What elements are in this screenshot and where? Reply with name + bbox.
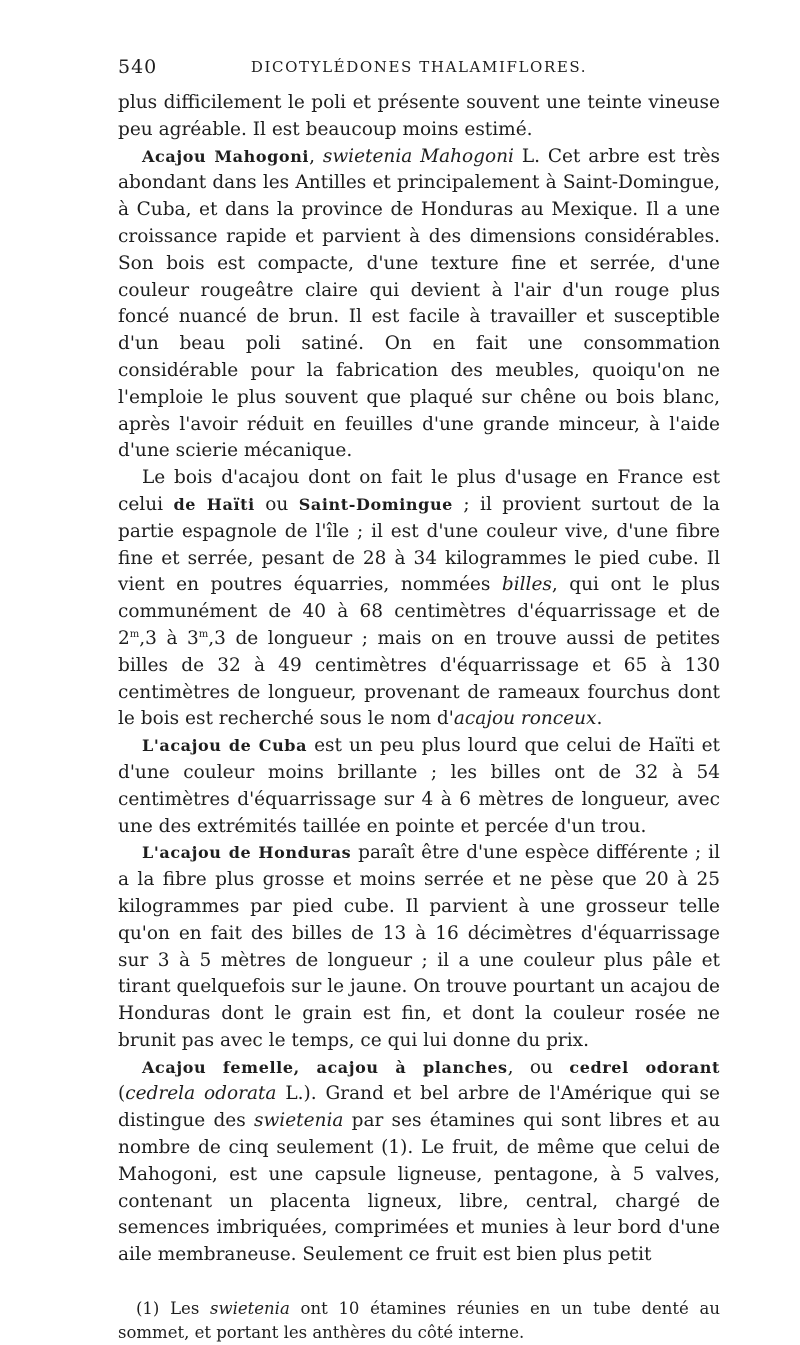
superscript-m: m (198, 628, 209, 640)
paragraph-acajou-honduras (118, 840, 720, 1054)
body-text (118, 90, 720, 1269)
text-run: ou (254, 493, 299, 515)
footnote-1 (118, 1297, 720, 1345)
page-number: 540 (118, 56, 158, 78)
text-run: ,3 à 3 (139, 627, 199, 649)
text-run: par ses étamines qui sont libres et au nombre de cinq seulement (1). Le fruit, de même que celui de Mahogoni, est une capsule ligneuse, pentagone, à 5 valves, contenant un placenta ligneux, libre, central, chargé de semences imbriquées, comprimées et munies à leur bord d'une aile membraneuse. Seulement ce fruit est bien plus petit (118, 1110, 720, 1266)
separator: , (309, 145, 323, 167)
latin-name: swietenia Mahogoni (322, 145, 514, 167)
paragraph-continuation (118, 90, 720, 144)
term-acajou-cuba: L'acajou de Cuba (142, 736, 308, 756)
text-run: ,3 de longueur ; mais on en trouve aussi de petites billes de 32 à 49 centimètres d'équarrissage et 65 à 130 centimètres de longueur, provenant de rameaux fourchus dont le bois est recherché sous le nom d' (118, 627, 721, 730)
text-run: L.). Grand et bel arbre de l'Amérique qui se distingue des (118, 1083, 721, 1132)
text-run: . (596, 708, 603, 730)
italic-billes: billes (501, 574, 552, 596)
paragraph-acajou-mahogoni (118, 144, 720, 466)
term-saint-domingue: Saint-Domingue (298, 494, 453, 514)
text-run: ont 10 étamines réunies en un tube denté au sommet, et portant les anthères du côté interne. (118, 1299, 720, 1343)
book-page (118, 52, 720, 1345)
italic-acajou-ronceux: acajou ronceux (453, 708, 597, 730)
paragraph-text: L. Cet arbre est très abondant dans les Antilles et principalement à Saint-Domingue, à Cuba, et dans la province de Honduras au Mexique. Il a une croissance rapide et parvient à des dimensions considérables. Son bois est compacte, d'une texture fine et serrée, d'une couleur rougeâtre claire qui devient à l'air d'un rouge plus foncé nuancé de brun. Il est facile à travailler et susceptible d'un beau poli satiné. On en fait une consommation considérable pour la fabrication des meubles, quoiqu'on ne l'emploie le plus souvent que plaqué sur chêne ou bois blanc, après l'avoir réduit en feuilles d'une grande minceur, à l'aide d'une scierie mécanique. (118, 145, 721, 462)
text-run: ( (118, 1083, 126, 1105)
italic-swietenia: swietenia (253, 1110, 344, 1132)
paragraph-acajou-femelle (118, 1055, 720, 1269)
paragraph-text: plus difficilement le poli et présente souvent une teinte vineuse peu agréable. Il est beaucoup moins estimé. (118, 92, 720, 140)
term-acajou-honduras: L'acajou de Honduras (142, 843, 352, 863)
text-run: , qui ont le plus communément de 40 à 68 centimètres d'équarrissage et de 2 (118, 574, 720, 649)
superscript-m: m (129, 628, 140, 640)
text-run: Les (159, 1299, 211, 1319)
paragraph-text: est un peu plus lourd que celui de Haïti et d'une couleur moins brillante ; les billes ont de 32 à 54 centimètres d'équarrissage sur 4 à 6 mètres de longueur, avec une des extrémités taillée en pointe et percée d'un trou. (118, 735, 720, 837)
running-title: DICOTYLÉDONES THALAMIFLORES. (250, 58, 588, 76)
running-head (118, 52, 720, 82)
italic-swietenia: swietenia (210, 1299, 290, 1319)
term-acajou-mahogoni: Acajou Mahogoni (142, 146, 310, 166)
term-de-haiti: de Haïti (173, 494, 255, 514)
term-cedrel-odorant: cedrel odorant (569, 1057, 720, 1077)
text-run: , ou (507, 1056, 570, 1078)
text-run: ; il provient surtout de la partie espagnole de l'île ; il est d'une couleur vive, d'une fibre fine et serrée, pesant de 28 à 34 kilogrammes le pied cube. Il vient en poutres équarries, nommées (118, 493, 720, 596)
text-run: Le bois d'acajou dont on fait le plus d'usage en France est celui (118, 467, 720, 515)
paragraph-acajou-cuba (118, 733, 720, 840)
footnotes (118, 1297, 720, 1345)
italic-cedrela-odorata: cedrela odorata (125, 1083, 277, 1105)
term-acajou-femelle: Acajou femelle, acajou à planches (142, 1057, 508, 1077)
paragraph-bois-acajou-france (118, 465, 720, 733)
paragraph-text: paraît être d'une espèce différente ; il a la fibre plus grosse et moins serrée et ne pèse que 20 à 25 kilogrammes par pied cube. Il parvient à une grosseur telle qu'on en fait des billes de 13 à 16 décimètres d'équarrissage sur 3 à 5 mètres de longueur ; il a une couleur plus pâle et tirant quelquefois sur le jaune. On trouve pourtant un acajou de Honduras dont le grain est fin, et dont la couleur rosée ne brunit pas avec le temps, ce qui lui donne du prix. (118, 842, 720, 1051)
footnote-marker: (1) (136, 1299, 160, 1319)
